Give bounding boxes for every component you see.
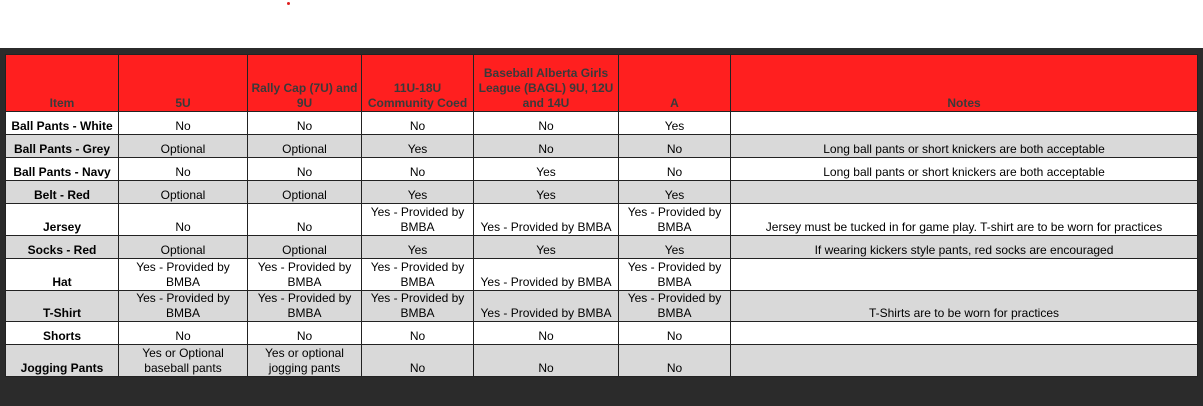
table-row [6, 236, 1198, 259]
header-cell: 5U [119, 55, 248, 112]
table-row [6, 112, 1198, 135]
value-cell: No [362, 158, 474, 181]
value-cell: No [362, 345, 474, 377]
value-cell: Yes - Provided by BMBA [619, 259, 731, 291]
value-cell: Yes [619, 236, 731, 259]
value-cell: Optional [119, 236, 248, 259]
value-cell: Yes - Provided by BMBA [362, 291, 474, 322]
value-cell: Yes - Provided by BMBA [362, 204, 474, 236]
value-cell: Yes or Optional baseball pants [119, 345, 248, 377]
value-cell: Yes - Provided by BMBA [619, 204, 731, 236]
value-cell: No [248, 204, 362, 236]
value-cell: Yes - Provided by BMBA [248, 291, 362, 322]
value-cell: Optional [119, 135, 248, 158]
value-cell: No [248, 322, 362, 345]
value-cell: No [619, 322, 731, 345]
item-cell: Jogging Pants [6, 345, 119, 377]
value-cell: Optional [248, 135, 362, 158]
notes-cell [731, 345, 1198, 377]
value-cell: No [619, 135, 731, 158]
value-cell: No [362, 112, 474, 135]
notes-cell: T-Shirts are to be worn for practices [731, 291, 1198, 322]
table-row [6, 291, 1198, 322]
value-cell: Yes [362, 236, 474, 259]
notes-cell [731, 181, 1198, 204]
table-row [6, 158, 1198, 181]
header-cell: Baseball Alberta Girls League (BAGL) 9U, 12U and 14U [474, 55, 619, 112]
header-cell: 11U-18U Community Coed [362, 55, 474, 112]
value-cell: Yes [362, 181, 474, 204]
item-cell: Belt - Red [6, 181, 119, 204]
value-cell: No [474, 135, 619, 158]
value-cell: Yes - Provided by BMBA [474, 204, 619, 236]
value-cell: No [474, 322, 619, 345]
header-row [6, 55, 1198, 112]
table-row [6, 322, 1198, 345]
item-cell: Hat [6, 259, 119, 291]
value-cell: Yes or optional jogging pants [248, 345, 362, 377]
value-cell: No [119, 112, 248, 135]
table-row [6, 181, 1198, 204]
table-row [6, 135, 1198, 158]
value-cell: Optional [119, 181, 248, 204]
value-cell: Yes [619, 181, 731, 204]
value-cell: Yes - Provided by BMBA [119, 291, 248, 322]
table-row [6, 259, 1198, 291]
value-cell: Yes [474, 236, 619, 259]
item-cell: T-Shirt [6, 291, 119, 322]
table-row [6, 345, 1198, 377]
item-cell: Shorts [6, 322, 119, 345]
value-cell: No [619, 158, 731, 181]
value-cell: No [362, 322, 474, 345]
value-cell: Yes - Provided by BMBA [474, 259, 619, 291]
value-cell: Yes [474, 158, 619, 181]
item-cell: Ball Pants - White [6, 112, 119, 135]
item-cell: Ball Pants - Grey [6, 135, 119, 158]
value-cell: Yes [619, 112, 731, 135]
notes-cell: Long ball pants or short knickers are both acceptable [731, 135, 1198, 158]
value-cell: Yes [474, 181, 619, 204]
value-cell: Yes - Provided by BMBA [619, 291, 731, 322]
header-cell: Rally Cap (7U) and 9U [248, 55, 362, 112]
header-cell: Item [6, 55, 119, 112]
item-cell: Jersey [6, 204, 119, 236]
value-cell: No [474, 345, 619, 377]
value-cell: No [474, 112, 619, 135]
value-cell: Optional [248, 236, 362, 259]
item-cell: Socks - Red [6, 236, 119, 259]
value-cell: Yes [362, 135, 474, 158]
uniform-table [5, 54, 1198, 377]
notes-cell [731, 259, 1198, 291]
value-cell: No [119, 158, 248, 181]
notes-cell [731, 322, 1198, 345]
value-cell: No [119, 204, 248, 236]
value-cell: Yes - Provided by BMBA [474, 291, 619, 322]
header-cell: Notes [731, 55, 1198, 112]
value-cell: Yes - Provided by BMBA [362, 259, 474, 291]
value-cell: No [119, 322, 248, 345]
notes-cell: Long ball pants or short knickers are both acceptable [731, 158, 1198, 181]
value-cell: Yes - Provided by BMBA [248, 259, 362, 291]
value-cell: Yes - Provided by BMBA [119, 259, 248, 291]
notes-cell: If wearing kickers style pants, red socks are encouraged [731, 236, 1198, 259]
notes-cell [731, 112, 1198, 135]
item-cell: Ball Pants - Navy [6, 158, 119, 181]
header-cell: A [619, 55, 731, 112]
notes-cell: Jersey must be tucked in for game play. T-shirt are to be worn for practices [731, 204, 1198, 236]
red-dot [287, 2, 290, 5]
value-cell: No [619, 345, 731, 377]
value-cell: No [248, 158, 362, 181]
table-row [6, 204, 1198, 236]
value-cell: No [248, 112, 362, 135]
value-cell: Optional [248, 181, 362, 204]
